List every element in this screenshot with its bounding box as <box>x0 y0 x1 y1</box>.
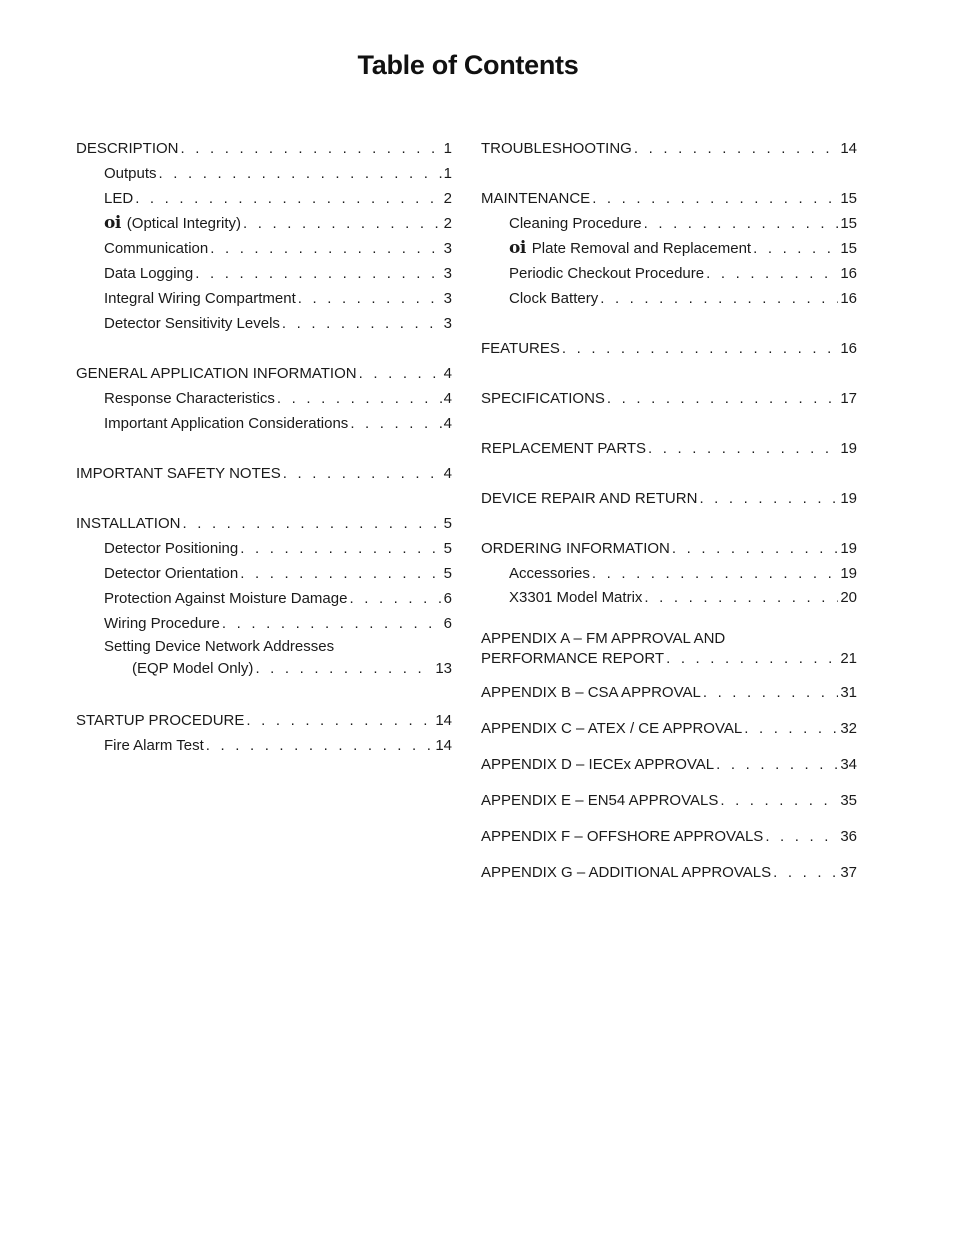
toc-page-number: 3 <box>443 315 452 332</box>
toc-entry-label: APPENDIX E – EN54 APPROVALS <box>481 792 719 809</box>
toc-entry-label: STARTUP PROCEDURE <box>76 712 245 729</box>
toc-entry-moisture-protection[interactable] <box>76 586 452 611</box>
toc-page-number: 16 <box>840 290 857 307</box>
toc-page-number: 16 <box>840 265 857 282</box>
dot-leader <box>648 436 838 461</box>
dot-leader <box>243 211 442 236</box>
dot-leader <box>195 261 441 286</box>
toc-page-number: 34 <box>840 756 857 773</box>
dot-leader <box>222 611 442 636</box>
toc-page-number: 1 <box>443 165 452 182</box>
dot-leader <box>135 186 441 211</box>
toc-entry-troubleshooting[interactable] <box>481 136 857 161</box>
toc-entry-label: Data Logging <box>104 265 194 282</box>
toc-entry-led[interactable] <box>76 186 452 211</box>
toc-entry-label: APPENDIX G – ADDITIONAL APPROVALS <box>481 864 772 881</box>
toc-entry-continuation <box>104 658 452 680</box>
toc-page-number: 19 <box>840 565 857 582</box>
dot-leader <box>283 461 442 486</box>
toc-entry-startup[interactable] <box>76 708 452 733</box>
toc-entry-label: FEATURES <box>481 340 560 357</box>
page-title: Table of Contents <box>357 50 579 80</box>
dot-leader <box>240 536 441 561</box>
dot-leader <box>744 716 838 741</box>
dot-leader <box>699 486 838 511</box>
toc-entry-label: Important Application Considerations <box>104 415 349 432</box>
toc-entry-label: DESCRIPTION <box>76 140 179 157</box>
toc-page-number: 5 <box>443 515 452 532</box>
toc-entry-accessories[interactable] <box>481 561 857 586</box>
toc-entry-maintenance[interactable] <box>481 186 857 211</box>
oi-logo-icon: oi <box>104 213 121 233</box>
toc-entry-label: PERFORMANCE REPORT <box>481 650 665 667</box>
toc-page-number: 32 <box>840 720 857 737</box>
toc-entry-sensitivity-levels[interactable] <box>76 311 452 336</box>
dot-leader <box>753 236 838 261</box>
toc-entry-detector-orientation[interactable] <box>76 561 452 586</box>
toc-entry-label: DEVICE REPAIR AND RETURN <box>481 490 698 507</box>
dot-leader <box>600 286 838 311</box>
toc-page-number: 5 <box>443 565 452 582</box>
toc-page-number: 19 <box>840 490 857 507</box>
dot-leader <box>562 336 838 361</box>
toc-entry-cleaning[interactable] <box>481 211 857 236</box>
toc-entry-label: APPENDIX F – OFFSHORE APPROVALS <box>481 828 764 845</box>
toc-entry-label: IMPORTANT SAFETY NOTES <box>76 465 281 482</box>
toc-entry-appendix-b[interactable] <box>481 680 857 705</box>
toc-page-number: 17 <box>840 390 857 407</box>
toc-page-number: 4 <box>443 465 452 482</box>
toc-entry-label: Setting Device Network Addresses <box>104 638 335 655</box>
toc-entry-fire-alarm-test[interactable] <box>76 733 452 758</box>
toc-entry-label: Integral Wiring Compartment <box>104 290 296 307</box>
toc-entry-label: GENERAL APPLICATION INFORMATION <box>76 365 357 382</box>
toc-entry-appendix-f[interactable] <box>481 824 857 849</box>
toc-entry-label: Clock Battery <box>509 290 599 307</box>
toc-entry-label: APPENDIX A – FM APPROVAL AND <box>481 630 726 647</box>
toc-page-number: 21 <box>840 650 857 667</box>
dot-leader <box>592 561 838 586</box>
toc-page-number: 1 <box>443 140 452 157</box>
toc-entry-clock-battery[interactable] <box>481 286 857 311</box>
dot-leader <box>706 261 838 286</box>
toc-entry-data-logging[interactable] <box>76 261 452 286</box>
dot-leader <box>282 311 442 336</box>
toc-entry-appendix-e[interactable] <box>481 788 857 813</box>
toc-page-number: 37 <box>840 864 857 881</box>
toc-entry-label: Detector Orientation <box>104 565 239 582</box>
toc-entry-label: Cleaning Procedure <box>509 215 642 232</box>
oi-logo-icon: oi <box>509 238 526 258</box>
dot-leader <box>349 586 441 611</box>
toc-entry-integral-wiring[interactable] <box>76 286 452 311</box>
toc-entry-label: ORDERING INFORMATION <box>481 540 670 557</box>
dot-leader <box>672 536 838 561</box>
toc-entry-label: LED <box>104 190 134 207</box>
toc-entry-label: REPLACEMENT PARTS <box>481 440 647 457</box>
toc-entry-appendix-g[interactable] <box>481 860 857 885</box>
toc-entry-network-addresses[interactable] <box>76 636 452 680</box>
toc-entry-installation[interactable] <box>76 511 452 536</box>
dot-leader <box>206 733 434 758</box>
toc-entry-label: MAINTENANCE <box>481 190 591 207</box>
toc-entry-outputs[interactable] <box>76 161 452 186</box>
toc-entry-label: (EQP Model Only) <box>132 660 254 677</box>
toc-entry-label: Outputs <box>104 165 157 182</box>
dot-leader <box>181 136 442 161</box>
dot-leader <box>607 386 838 411</box>
toc-entry-continuation <box>481 649 857 669</box>
toc-entry-label: Periodic Checkout Procedure <box>509 265 705 282</box>
toc-entry-label: Detector Positioning <box>104 540 239 557</box>
toc-entry-features[interactable] <box>481 336 857 361</box>
toc-entry-label: Accessories <box>509 565 590 582</box>
toc-page-number: 4 <box>443 390 452 407</box>
dot-leader <box>240 561 441 586</box>
dot-leader <box>644 586 838 609</box>
dot-leader <box>720 788 838 813</box>
toc-entry-label: APPENDIX B – CSA APPROVAL <box>481 684 701 701</box>
toc-entry-ordering[interactable] <box>481 536 857 561</box>
toc-entry-wiring-procedure[interactable] <box>76 611 452 636</box>
toc-page-number: 15 <box>840 240 857 257</box>
toc-page-number: 2 <box>443 190 452 207</box>
toc-page-number: 6 <box>443 590 452 607</box>
toc-entry-label: APPENDIX D – IECEx APPROVAL <box>481 756 715 773</box>
dot-leader <box>359 361 442 386</box>
toc-page-number: 3 <box>443 240 452 257</box>
dot-leader <box>298 286 442 311</box>
toc-entry-label: Communication <box>104 240 209 257</box>
toc-page-number: 4 <box>443 415 452 432</box>
toc-entry-label: APPENDIX C – ATEX / CE APPROVAL <box>481 720 743 737</box>
toc-entry-specifications[interactable] <box>481 386 857 411</box>
toc-entry-label: SPECIFICATIONS <box>481 390 605 407</box>
toc-entry-general-application[interactable] <box>76 361 452 386</box>
toc-page-number: 14 <box>840 140 857 157</box>
toc-entry-label: Protection Against Moisture Damage <box>104 590 348 607</box>
toc-entry-important-application[interactable] <box>76 411 452 436</box>
toc-page-number: 14 <box>435 712 452 729</box>
dot-leader <box>159 161 442 186</box>
toc-page-number: 3 <box>443 265 452 282</box>
toc-page-number: 20 <box>840 589 857 606</box>
toc-entry-label: INSTALLATION <box>76 515 181 532</box>
toc-page-number: 15 <box>840 190 857 207</box>
dot-leader <box>182 511 441 536</box>
toc-entry-label: X3301 Model Matrix <box>509 589 643 606</box>
toc-page-number: 14 <box>435 737 452 754</box>
toc-entry-label: Detector Sensitivity Levels <box>104 315 280 332</box>
toc-page-number: 13 <box>435 660 452 677</box>
toc-entry-safety-notes[interactable] <box>76 461 452 486</box>
toc-page-number: 4 <box>443 365 452 382</box>
dot-leader <box>716 752 838 777</box>
toc-entry-label: Plate Removal and Replacement <box>531 240 752 257</box>
dot-leader <box>277 386 442 411</box>
dot-leader <box>350 411 441 436</box>
toc-entry-replacement-parts[interactable] <box>481 436 857 461</box>
toc-page-number: 3 <box>443 290 452 307</box>
toc-entry-appendix-a[interactable] <box>481 629 857 669</box>
toc-page-number: 15 <box>840 215 857 232</box>
toc-page-number: 16 <box>840 340 857 357</box>
toc-page-number: 31 <box>840 684 857 701</box>
toc-entry-device-repair[interactable] <box>481 486 857 511</box>
toc-page-number: 5 <box>443 540 452 557</box>
dot-leader <box>210 236 441 261</box>
dot-leader <box>634 136 838 161</box>
dot-leader <box>773 860 838 885</box>
toc-entry-response-characteristics[interactable] <box>76 386 452 411</box>
toc-entry-label: TROUBLESHOOTING <box>481 140 632 157</box>
toc-page-number: 6 <box>443 615 452 632</box>
toc-page-number: 19 <box>840 440 857 457</box>
toc-entry-label: Response Characteristics <box>104 390 275 407</box>
toc-page-number: 2 <box>443 215 452 232</box>
toc-left-column <box>76 136 452 758</box>
toc-entry-label: Wiring Procedure <box>104 615 220 632</box>
toc-page-number: 36 <box>840 828 857 845</box>
toc-right-column <box>481 136 857 885</box>
dot-leader <box>255 658 433 680</box>
dot-leader <box>644 211 839 236</box>
dot-leader <box>703 680 838 705</box>
toc-entry-periodic-checkout[interactable] <box>481 261 857 286</box>
toc-entry-plate-removal[interactable] <box>481 236 857 261</box>
toc-entry-model-matrix[interactable] <box>481 586 857 609</box>
toc-page-number: 19 <box>840 540 857 557</box>
toc-entry-label: (Optical Integrity) <box>126 215 241 232</box>
dot-leader <box>666 649 838 669</box>
toc-entry-detector-positioning[interactable] <box>76 536 452 561</box>
toc-entry-appendix-c[interactable] <box>481 716 857 741</box>
dot-leader <box>592 186 838 211</box>
toc-entry-communication[interactable] <box>76 236 452 261</box>
toc-entry-label: Fire Alarm Test <box>104 737 204 754</box>
toc-entry-appendix-d[interactable] <box>481 752 857 777</box>
dot-leader <box>765 824 838 849</box>
toc-page-number: 35 <box>840 792 857 809</box>
toc-entry-optical-integrity[interactable] <box>76 211 452 236</box>
toc-entry-description[interactable] <box>76 136 452 161</box>
dot-leader <box>246 708 433 733</box>
